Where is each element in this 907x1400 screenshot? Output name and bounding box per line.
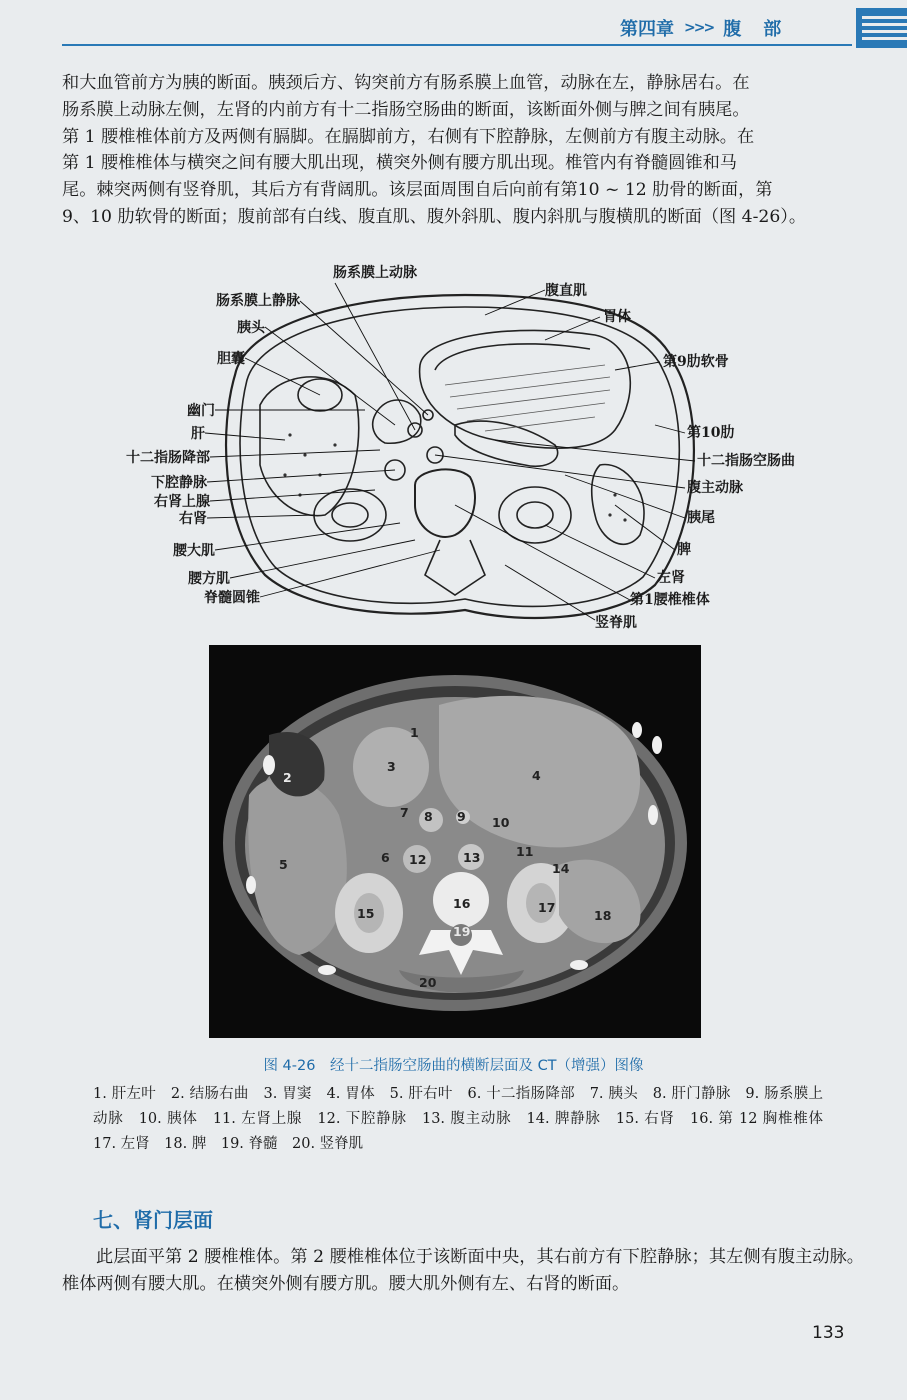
label-spleen: 脾 [677, 542, 691, 558]
anatomy-illustration [95, 265, 835, 640]
ct-label: 2 [283, 770, 292, 785]
section-label: 腹部 [723, 19, 804, 40]
label-9th-costal-cartilage: 第9肋软骨 [663, 354, 729, 370]
label-smv: 肠系膜上静脉 [216, 293, 300, 309]
label-quadratus: 腰方肌 [188, 571, 230, 587]
label-liver: 肝 [191, 426, 205, 442]
ct-label: 5 [279, 857, 288, 872]
ct-label: 15 [357, 906, 375, 921]
chapter-label: 第四章 [620, 19, 674, 40]
body-paragraph-1 [62, 70, 864, 231]
text-line: 第 1 腰椎椎体与横突之间有腰大肌出现，横突外侧有腰方肌出现。椎管内有脊髓圆锥和马 [62, 153, 737, 174]
label-pancreas-head: 胰头 [237, 320, 265, 336]
label-erector-spinae: 竖脊肌 [595, 615, 637, 631]
label-right-kidney: 右肾 [179, 511, 207, 527]
ct-label: 10 [492, 815, 510, 830]
label-l1-vertebra: 第1腰椎椎体 [630, 592, 710, 608]
ct-label: 13 [463, 850, 481, 865]
label-rectus: 腹直肌 [545, 283, 587, 299]
label-sma: 肠系膜上动脉 [333, 265, 417, 281]
ct-label: 18 [594, 908, 612, 923]
section-heading: 七、肾门层面 [93, 1208, 213, 1232]
label-left-kidney: 左肾 [657, 570, 685, 586]
ct-label: 16 [453, 896, 471, 911]
label-duodenojejunal-flexure: 十二指肠空肠曲 [697, 453, 795, 469]
label-conus: 脊髓圆锥 [204, 590, 260, 606]
ct-label: 4 [532, 768, 541, 783]
label-aorta: 腹主动脉 [687, 480, 743, 496]
label-pancreas-tail: 胰尾 [687, 510, 715, 526]
ct-label: 6 [381, 850, 390, 865]
body-paragraph-2: 此层面平第 2 腰椎椎体。第 2 腰椎椎体位于该断面中央，其右前方有下腔静脉；其左侧有腹主动脉。椎体两侧有腰大肌。在横突外侧有腰方肌。腰大肌外侧有左、右肾的断面。 [62, 1247, 864, 1294]
label-psoas: 腰大肌 [173, 543, 215, 559]
ct-scan-drawing [209, 645, 701, 1038]
label-ivc: 下腔静脉 [151, 475, 207, 491]
ct-label: 14 [552, 861, 570, 876]
text-line: 和大血管前方为胰的断面。胰颈后方、钩突前方有肠系膜上血管，动脉在左，静脉居右。在 [62, 73, 750, 93]
ct-label: 20 [419, 975, 437, 990]
ct-label: 3 [387, 759, 396, 774]
ct-label: 17 [538, 900, 556, 915]
ct-label: 11 [516, 844, 534, 859]
ct-label: 19 [453, 924, 471, 939]
label-right-adrenal: 右肾上腺 [154, 494, 210, 510]
ct-label: 8 [424, 809, 433, 824]
text-line: 第 1 腰椎椎体前方及两侧有膈脚。在膈脚前方，右侧有下腔静脉，左侧前方有腹主动脉。在 [62, 126, 755, 147]
ct-image [209, 645, 701, 1038]
label-stomach-body: 胃体 [603, 309, 631, 325]
ct-label: 9 [457, 809, 466, 824]
label-10th-rib: 第10肋 [687, 425, 735, 441]
figure-legend: 1. 肝左叶 2. 结肠右曲 3. 胃窦 4. 胃体 5. 肝右叶 6. 十二指肠降部 7. 胰头 8. 肝门静脉 9. 肠系膜上动脉 10. 胰体 11. 左肾上腺 12. 下腔静脉 13. 腹主动脉 14. 脾静脉 15. 右肾 16. 第 12 胸椎椎体 17. 左肾 18. 脾 19. 脊髓 20. 竖脊肌 [93, 1086, 838, 1152]
label-duodenum-descending: 十二指肠降部 [126, 450, 210, 466]
label-gallbladder: 胆囊 [217, 351, 245, 367]
figure-caption: 图 4-26 经十二指肠空肠曲的横断层面及 CT（增强）图像 [263, 1058, 644, 1074]
page-number: 133 [812, 1323, 845, 1343]
ct-label: 1 [410, 725, 419, 740]
ct-label: 7 [400, 805, 409, 820]
running-header [620, 12, 858, 44]
chevron-icon: >>> [684, 20, 714, 36]
text-line: 肠系膜上动脉左侧，左肾的内前方有十二指肠空肠曲的断面，该断面外侧与脾之间有胰尾。 [62, 99, 750, 120]
header-rule [62, 44, 852, 46]
ct-label: 12 [409, 852, 427, 867]
label-pylorus: 幽门 [187, 403, 215, 419]
text-line: 尾。棘突两侧有竖脊肌，其后方有背阔肌。该层面周围自后向前有第10 ~ 12 肋骨的断面，第 [62, 180, 773, 201]
text-line: 9、10 肋软骨的断面；腹前部有白线、腹直肌、腹外斜肌、腹内斜肌与腹横肌的断面（图 4-26）。 [62, 206, 807, 227]
corner-decoration [856, 8, 907, 48]
